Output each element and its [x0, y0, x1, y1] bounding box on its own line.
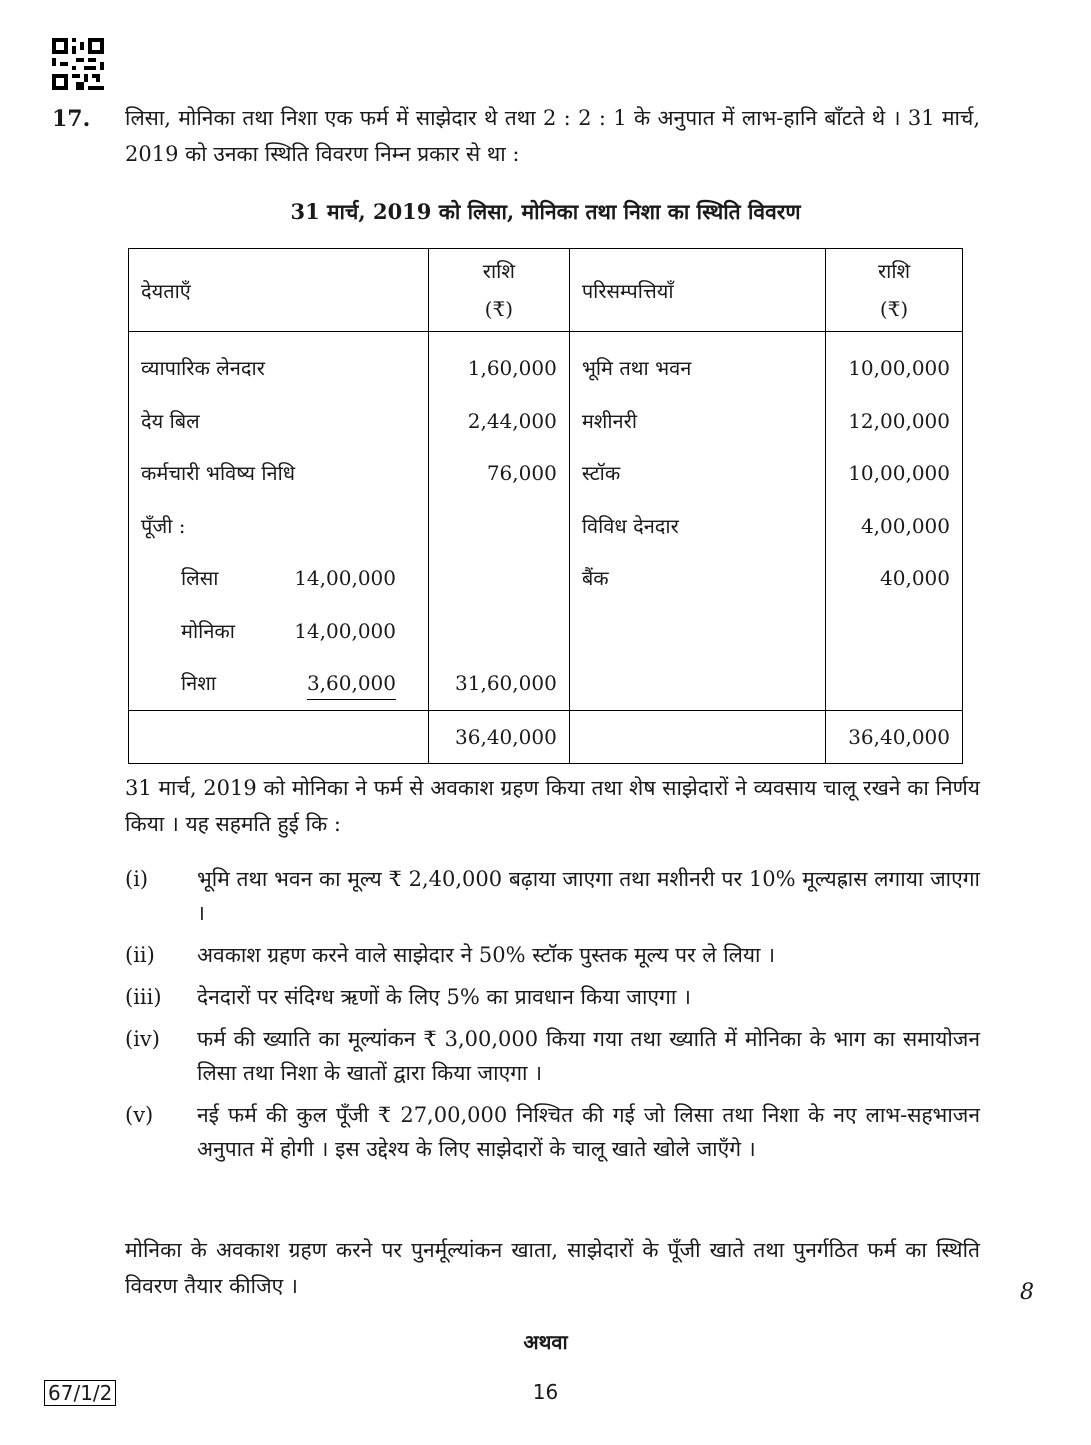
header-amount-liabilities — [428, 249, 569, 332]
liability-label: देय बिल — [141, 408, 200, 433]
table-header-row — [129, 249, 963, 332]
instruction-text: मोनिका के अवकाश ग्रहण करने पर पुनर्मूल्यांकन खाता, साझेदारों के पूँजी खाते तथा पुनर्गठित फर्म का स्थिति विवरण तैयार कीजिए । — [125, 1238, 980, 1298]
liability-label: कर्मचारी भविष्य निधि — [141, 461, 296, 485]
paper-code: 67/1/2 — [44, 1380, 116, 1406]
list-marker: (i) — [125, 867, 149, 891]
list-text: अवकाश ग्रहण करने वाले साझेदार ने 50% स्टॉक पुस्तक मूल्य पर ले लिया । — [197, 943, 776, 967]
assets-column — [569, 332, 825, 711]
asset-amount: 12,00,000 — [848, 408, 950, 433]
asset-amount: 10,00,000 — [848, 356, 950, 380]
liability-label: व्यापारिक लेनदार — [141, 356, 265, 380]
question-number: 17. — [52, 106, 91, 132]
balance-sheet-table — [128, 248, 963, 764]
liabilities-column — [129, 332, 429, 711]
total-liabilities: 36,40,000 — [428, 710, 569, 763]
list-text: फर्म की ख्याति का मूल्यांकन ₹ 3,00,000 किया गया तथा ख्याति में मोनिका के भाग का समायोजन लिसा तथा निशा के खातों द्वारा किया जाएगा । — [197, 1027, 980, 1085]
asset-label: विविध देनदार — [581, 513, 679, 538]
header-amount-assets — [826, 249, 963, 332]
asset-label: भूमि तथा भवन — [581, 356, 692, 380]
spacer — [441, 605, 557, 658]
capital-amount: 3,60,000 — [307, 671, 396, 700]
capital-amount: 14,00,000 — [294, 566, 396, 590]
retirement-text: 31 मार्च, 2019 को मोनिका ने फर्म से अवकाश ग्रहण किया तथा शेष साझेदारों ने व्यवसाय चालू रखने का निर्णय किया । यह सहमति हुई कि : — [125, 776, 980, 836]
asset-amount: 40,000 — [880, 566, 950, 590]
conditions-list — [125, 862, 980, 1174]
list-text: नई फर्म की कुल पूँजी ₹ 27,00,000 निश्चित की गई जो लिसा तथा निशा के नए लाभ-सहभाजन अनुपात में होगी । इस उद्देश्य के लिए साझेदारों के चालू खाते खोले जाएँगे । — [197, 1103, 980, 1161]
list-item — [125, 1022, 980, 1090]
asset-amount: 10,00,000 — [848, 461, 950, 485]
table-total-row — [129, 710, 963, 763]
qr-code-icon — [52, 38, 104, 90]
table-body-row — [129, 332, 963, 711]
asset-label: बैंक — [581, 566, 609, 590]
marks: 8 — [1020, 1280, 1034, 1305]
header-assets: परिसम्पत्तियाँ — [569, 249, 825, 332]
liability-label: पूँजी : — [141, 513, 186, 538]
total-assets: 36,40,000 — [826, 710, 963, 763]
header-amount-unit: (₹) — [484, 297, 514, 321]
list-item — [125, 938, 980, 972]
total-empty-cell — [569, 710, 825, 763]
list-marker: (iii) — [125, 985, 162, 1009]
asset-amount: 4,00,000 — [860, 513, 950, 538]
list-text: भूमि तथा भवन का मूल्य ₹ 2,40,000 बढ़ाया जाएगा तथा मशीनरी पर 10% मूल्यह्रास लगाया जाएगा । — [197, 867, 980, 925]
liability-amount: 2,44,000 — [467, 408, 557, 433]
assets-amount-column — [826, 332, 963, 711]
list-marker: (iv) — [125, 1027, 160, 1051]
list-text: देनदारों पर संदिग्ध ऋणों के लिए 5% का प्रावधान किया जाएगा । — [197, 985, 691, 1009]
capital-amount-underlined — [276, 657, 396, 710]
capital-name: निशा — [181, 671, 217, 695]
list-item — [125, 862, 980, 930]
or-divider: अथवा — [523, 1330, 568, 1354]
capital-name: मोनिका — [181, 618, 235, 643]
capital-row — [141, 552, 416, 605]
total-empty-cell — [129, 710, 429, 763]
question-intro: लिसा, मोनिका तथा निशा एक फर्म में साझेदार थे तथा 2 : 2 : 1 के अनुपात में लाभ-हानि बाँटते थे । 31 मार्च, 2019 को उनका स्थिति विवरण निम्न प्रकार से था : — [125, 106, 980, 166]
spacer — [441, 552, 557, 605]
header-liabilities: देयताएँ — [129, 249, 429, 332]
header-amount-word: राशि — [877, 259, 911, 283]
capital-row — [141, 657, 416, 710]
list-marker: (v) — [125, 1103, 154, 1127]
list-item — [125, 980, 980, 1014]
capital-total: 31,60,000 — [455, 671, 557, 695]
liability-amount: 1,60,000 — [467, 356, 557, 380]
capital-name: लिसा — [181, 566, 219, 590]
header-amount-unit: (₹) — [879, 297, 909, 321]
list-item — [125, 1098, 980, 1166]
liabilities-amount-column — [428, 332, 569, 711]
liability-amount — [441, 500, 557, 553]
table-title: 31 मार्च, 2019 को लिसा, मोनिका तथा निशा का स्थिति विवरण — [290, 199, 801, 224]
capital-amount: 14,00,000 — [294, 618, 396, 643]
asset-label: मशीनरी — [581, 408, 638, 433]
liability-amount: 76,000 — [486, 461, 557, 485]
list-marker: (ii) — [125, 943, 155, 967]
header-amount-word: राशि — [482, 259, 515, 283]
asset-label: स्टॉक — [581, 461, 621, 485]
page-number: 16 — [532, 1380, 559, 1404]
capital-row — [141, 605, 416, 658]
